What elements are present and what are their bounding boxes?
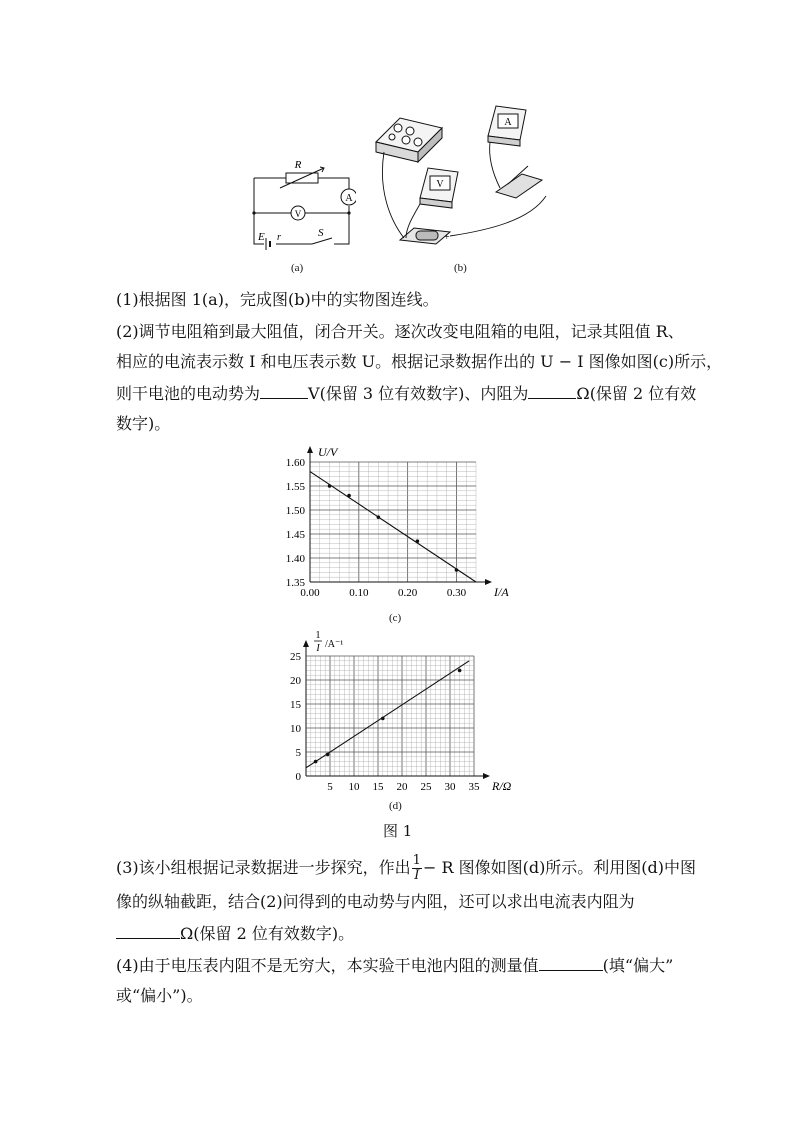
y-tick-label: 1.60: [285, 457, 305, 469]
figure-title: 图 1: [383, 822, 413, 840]
x-axis-arrow: [485, 579, 492, 585]
circuit-diagram-a: [246, 154, 356, 254]
q3-fraction: [412, 854, 422, 883]
x-tick-label: 0.00: [300, 587, 320, 599]
chart-d: [276, 628, 526, 796]
question-3-line-1: [116, 854, 696, 883]
label-voltmeter-b: V: [436, 179, 444, 190]
q3-prompt-a: (3)该小组根据记录数据进一步探究，作出: [116, 858, 411, 877]
apparatus-diagram-b: [370, 100, 560, 260]
caption-a: (a): [291, 262, 304, 274]
label-emf: E: [258, 231, 265, 243]
data-point: [314, 760, 318, 764]
label-plus-b: +: [444, 232, 450, 243]
y-axis-label-frac-den: I: [316, 643, 320, 654]
y-tick-label: 0: [295, 771, 301, 783]
x-tick-label: 10: [348, 781, 360, 793]
fit-line: [310, 472, 476, 582]
label-switch: S: [318, 227, 324, 239]
y-tick-label: 15: [290, 699, 301, 711]
caption-d: (d): [389, 800, 402, 812]
q3-tail: Ω(保留 2 位有效数字)。: [180, 924, 355, 943]
y-tick-label: 1.40: [285, 553, 305, 565]
label-voltmeter: V: [294, 209, 302, 219]
y-tick-label: 20: [290, 675, 301, 687]
ammeter-resistance-answer-blank[interactable]: [116, 923, 180, 939]
q3-prompt-b: − R 图像如图(d)所示。利用图(d)中图: [422, 858, 697, 877]
q2-tail: Ω(保留 2 位有效: [576, 384, 697, 403]
question-2-line-2: 相应的电流表示数 I 和电压表示数 U。根据记录数据作出的 U − I 图像如图(c)所示，: [116, 352, 723, 371]
x-axis-label: I/A: [494, 585, 509, 599]
data-point: [326, 753, 330, 757]
caption-c: (c): [389, 612, 402, 624]
label-internal-r: r: [277, 232, 281, 243]
x-tick-label: 0.30: [446, 587, 467, 599]
label-ammeter-b: A: [504, 117, 512, 128]
x-tick-label: 25: [420, 781, 432, 793]
q2-resistance-prompt: V(保留 3 位有效数字)、内阻为: [308, 384, 529, 403]
data-point: [328, 484, 332, 488]
x-tick-label: 15: [372, 781, 384, 793]
question-2-line-4: 数字)。: [116, 414, 171, 433]
question-2-line-3: [116, 383, 696, 404]
emf-answer-blank[interactable]: [260, 383, 308, 399]
y-axis-arrow: [303, 640, 309, 647]
y-axis-label-frac-num: 1: [315, 630, 321, 641]
x-tick-label: 0.20: [398, 587, 418, 599]
label-ammeter: A: [345, 193, 353, 204]
y-axis-label: /A⁻¹: [325, 639, 344, 650]
x-tick-label: 0.10: [349, 587, 369, 599]
question-2-line-1: (2)调节电阻箱到最大阻值，闭合开关。逐次改变电阻箱的电阻，记录其阻值 R、: [116, 322, 684, 341]
measurement-bias-answer-blank[interactable]: [539, 955, 603, 971]
x-tick-label: 30: [444, 781, 456, 793]
x-tick-label: 35: [468, 781, 480, 793]
q4-prompt-a: (4)由于电压表内阻不是无穷大，本实验干电池内阻的测量值: [116, 956, 539, 975]
data-point: [377, 515, 381, 519]
y-tick-label: 5: [295, 747, 301, 759]
data-point: [455, 568, 459, 572]
x-axis-arrow: [483, 773, 490, 779]
label-r-resistor: R: [294, 159, 302, 171]
y-tick-label: 25: [290, 651, 301, 663]
y-tick-label: 1.45: [285, 529, 305, 541]
data-point: [416, 539, 420, 543]
y-tick-label: 1.50: [285, 505, 305, 517]
caption-b: (b): [454, 262, 467, 274]
x-tick-label: 5: [327, 781, 333, 793]
question-3-line-2: 像的纵轴截距，结合(2)问得到的电动势与内阻，还可以求出电流表内阻为: [116, 892, 635, 911]
data-point: [347, 494, 351, 498]
q3-frac-num: 1: [412, 853, 421, 868]
x-axis-label: R/Ω: [492, 779, 512, 793]
data-point: [381, 717, 385, 721]
y-tick-label: 10: [290, 723, 301, 735]
question-3-line-3: [116, 923, 354, 944]
y-axis-arrow: [307, 446, 313, 453]
y-axis-label: U/V: [318, 445, 338, 459]
x-tick-label: 20: [396, 781, 408, 793]
q3-frac-den: I: [414, 868, 420, 883]
question-4-line-1: [116, 955, 673, 976]
internal-resistance-answer-blank[interactable]: [528, 383, 576, 399]
question-1: (1)根据图 1(a)，完成图(b)中的实物图连线。: [116, 290, 439, 309]
y-tick-label: 1.55: [285, 481, 305, 493]
y-tick-label: 1.35: [285, 577, 305, 589]
data-point: [458, 669, 462, 673]
q4-prompt-b: (填“偏大”: [602, 956, 674, 975]
q2-emf-prompt: 则干电池的电动势为: [116, 384, 261, 403]
question-4-line-2: 或“偏小”)。: [116, 986, 203, 1005]
chart-c: [276, 440, 516, 608]
